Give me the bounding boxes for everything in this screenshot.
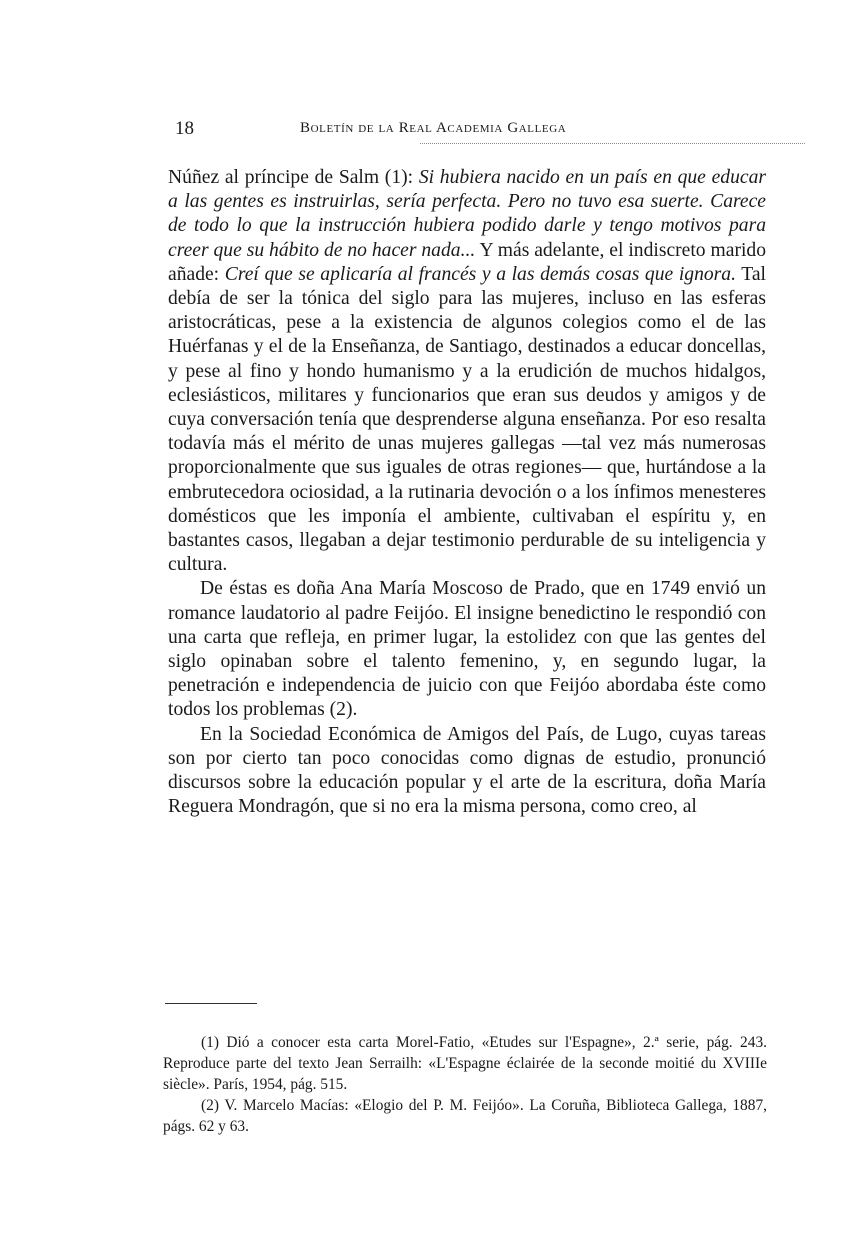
paragraph-1-text-c: Tal debía de ser la tónica del siglo para las mujeres, incluso en las esferas aristocráticas, pese a la existencia de algunos colegios como el de las Huérfanas y el de la Enseñanza, de Santiago, destinados a educar doncellas, y pese al fino y hondo humanismo y a la erudición de muchos hidalgos, eclesiásticos, militares y funcionarios que eran sus deudos y amigos y de cuya conversación tenía que desprenderse alguna enseñanza. Por eso resalta todavía más el mérito de unas mujeres gallegas —tal vez más numerosas proporcionalmente que sus iguales de otras regiones— que, hurtándose a la embrutecedora ociosidad, a la rutinaria devoción o a los ínfimos menesteres domésticos que les imponía el ambiente, cultivaban el espíritu y, en bastantes casos, llegaban a dejar testimonio perdurable de su inteligencia y cultura. xyxy=(168,263,766,576)
header-rule xyxy=(420,143,805,144)
footnote-2: (2) V. Marcelo Macías: «Elogio del P. M. Feijóo». La Coruña, Biblioteca Gallega, 1887, págs. 62 y 63. xyxy=(163,1097,767,1135)
running-head: Boletín de la Real Academia Gallega xyxy=(300,120,567,136)
paragraph-2: De éstas es doña Ana María Moscoso de Prado, que en 1749 envió un romance laudatorio al padre Feijóo. El insigne benedictino le respondió con una carta que refleja, en primer lugar, la estolidez con que las gentes del siglo opinaban sobre el talento femenino, y, en segundo lugar, la penetración e independencia de juicio con que Feijóo abordaba éste como todos los problemas (2). xyxy=(168,578,766,721)
page-number: 18 xyxy=(175,118,194,139)
paragraph-1-quote-a: Si hubiera nacido en un país en que educar a las gentes es instruirlas, sería perfecta. Pero no tuvo esa suerte. Carece de todo lo que la instrucción hubiera podido darle y tengo motivos para creer que su hábito de no hacer nada... xyxy=(168,167,766,261)
page-header xyxy=(165,118,765,142)
main-text xyxy=(168,166,766,819)
footnote-separator xyxy=(165,1003,257,1004)
paragraph-1-text-a: Núñez al príncipe de Salm (1): xyxy=(168,167,419,188)
paragraph-1 xyxy=(168,166,766,577)
paragraph-1-text-b: Y más adelante, el indiscreto marido añade: xyxy=(168,239,767,285)
paragraph-1-quote-b: Creí que se aplicaría al francés y a las demás cosas que ignora. xyxy=(224,263,736,285)
footnote-1: (1) Dió a conocer esta carta Morel-Fatio, «Etudes sur l'Espagne», 2.ª serie, pág. 243. Reproduce parte del texto Jean Serrailh: «L'Espagne éclairée de la seconde moitié du XVIIIe siècle». París, 1954, pág. 515. xyxy=(163,1034,767,1093)
paragraph-3: En la Sociedad Económica de Amigos del País, de Lugo, cuyas tareas son por cierto tan poco conocidas como dignas de estudio, pronunció discursos sobre la educación popular y el arte de la escritura, doña María Reguera Mondragón, que si no era la misma persona, como creo, al xyxy=(168,723,766,818)
footnotes xyxy=(163,1032,767,1137)
